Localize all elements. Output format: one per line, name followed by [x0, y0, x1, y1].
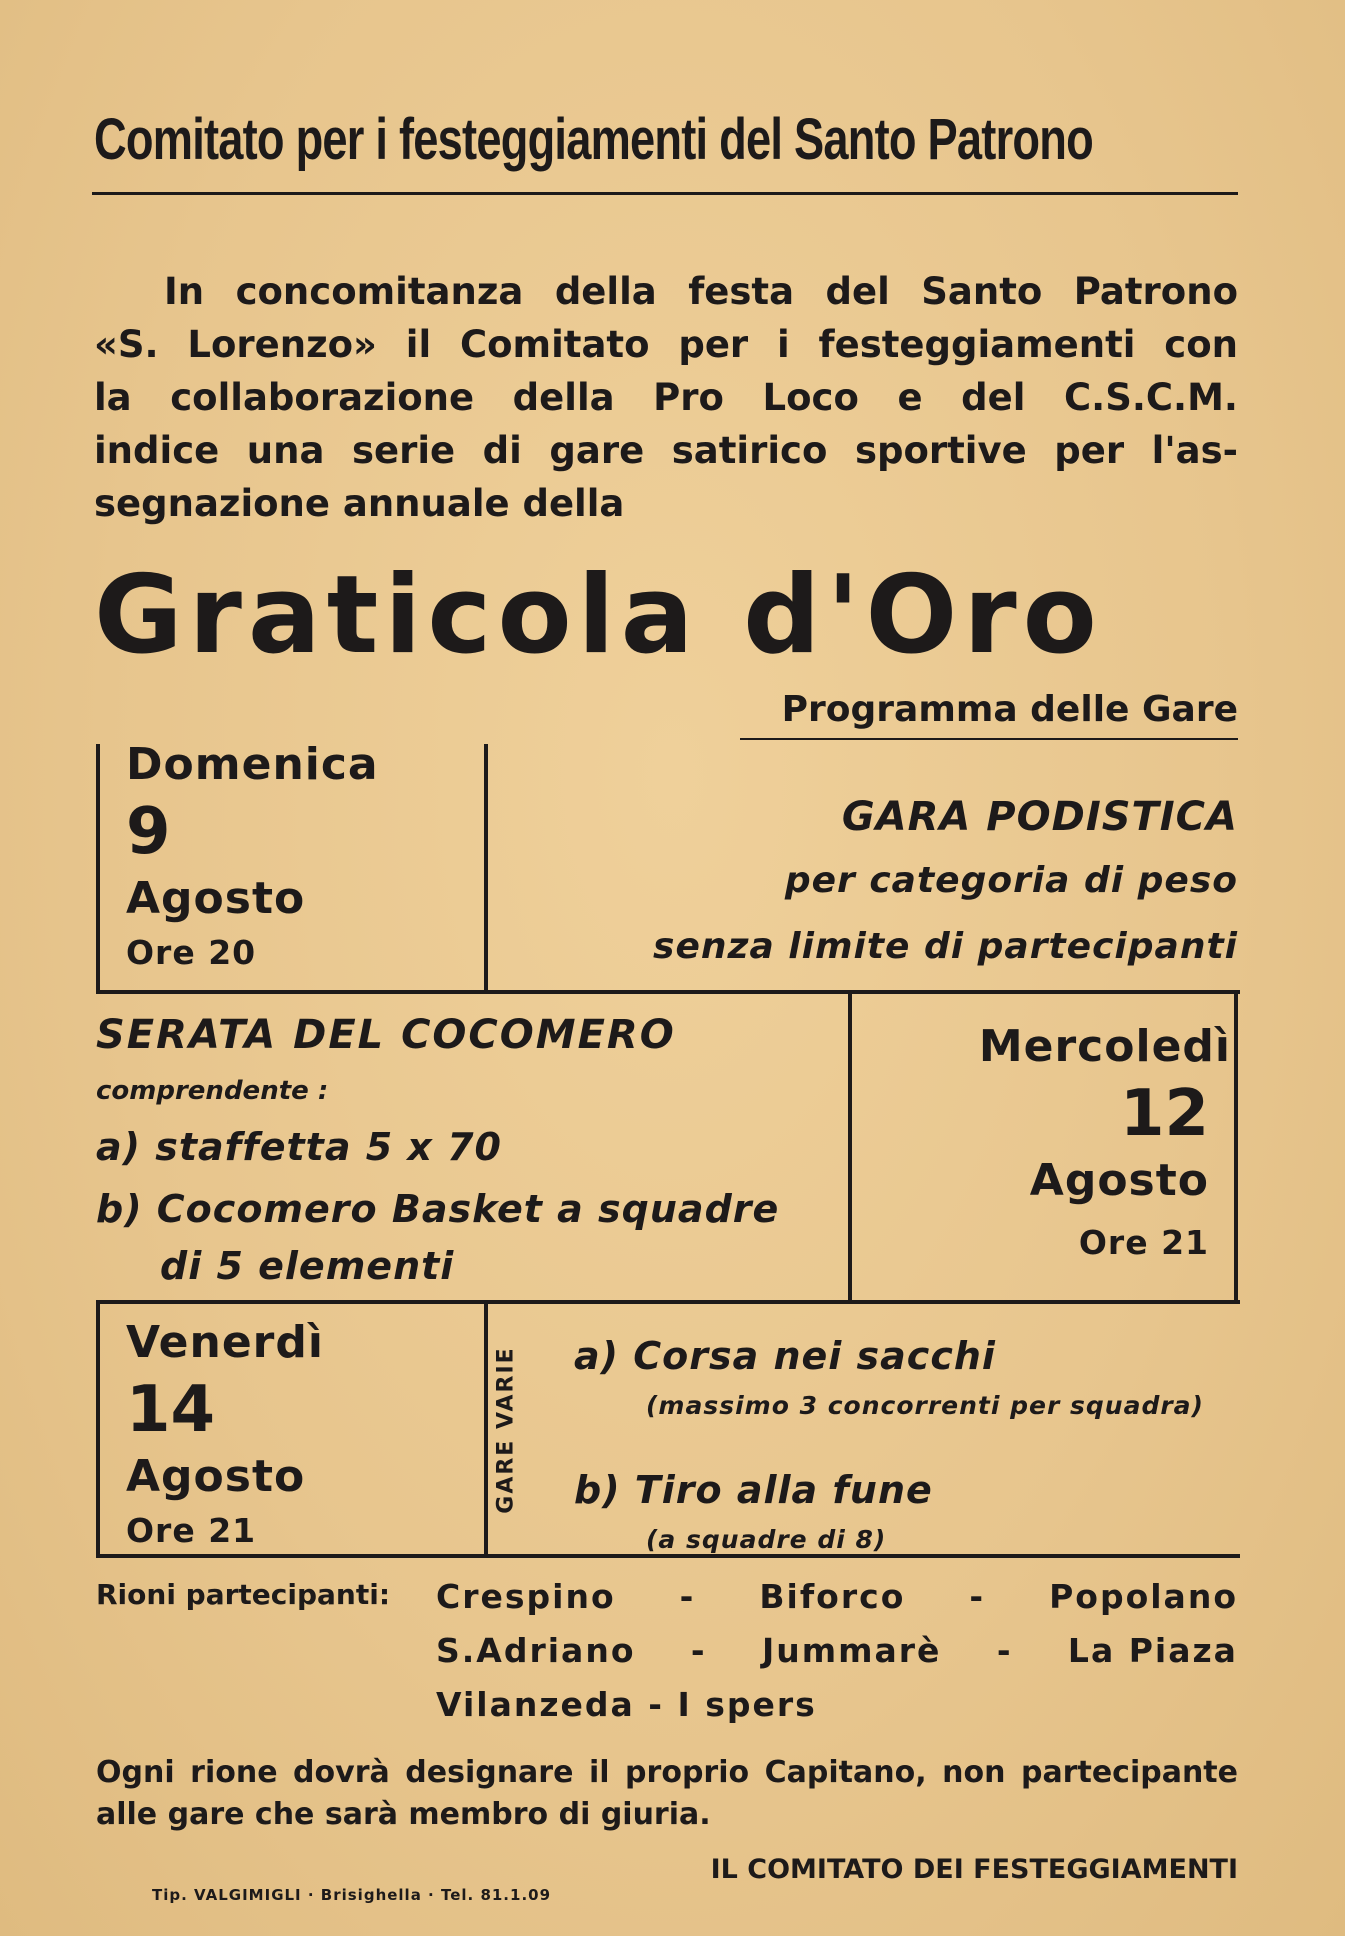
rione-name: La Piaza [1067, 1631, 1238, 1670]
main-title: Graticola d'Oro [94, 553, 1103, 678]
rione-name: Jummarè [761, 1631, 942, 1670]
gare-varie-text: GARE VARIE [493, 1346, 519, 1514]
event1-detail: per categoria di peso [784, 860, 1238, 901]
gare-varie-label [488, 1340, 524, 1520]
event2-name: SERATA DEL COCOMERO [96, 1012, 676, 1058]
rione-separator: - [969, 1577, 986, 1616]
rioni-row [436, 1624, 1238, 1678]
event3-date: 14 [126, 1373, 216, 1447]
event2-item: a) staffetta 5 x 70 [96, 1125, 502, 1169]
rione-separator: - [690, 1631, 707, 1670]
event3-hour: Ore 21 [126, 1511, 257, 1550]
rioni-row: Vilanzeda - I spers [436, 1685, 817, 1724]
grid-line [848, 990, 852, 1304]
event1-date: 9 [126, 795, 171, 869]
event1-date-block [126, 736, 379, 978]
grid-line [484, 744, 488, 994]
rione-name: Crespino [436, 1577, 616, 1616]
grid-line [96, 990, 1240, 994]
event1-hour: Ore 20 [126, 933, 257, 972]
event2-date: 12 [1119, 1077, 1209, 1151]
note-line: alle gare che sarà membro di giuria. [96, 1797, 711, 1832]
grid-line [96, 1300, 100, 1558]
heading-underline [92, 192, 1238, 195]
event2-details [96, 1004, 779, 1292]
intro-line: segnazione annuale della [94, 482, 625, 525]
event2-date-block [978, 1018, 1231, 1268]
event2-item: di 5 elementi [160, 1244, 455, 1288]
grid-line [1234, 990, 1238, 1304]
note-line: Ogni rione dovrà designare il proprio Capitano, non partecipante [96, 1755, 1238, 1790]
intro-line: la collaborazione della Pro Loco e del C.S.C.M. [94, 376, 1238, 419]
event3-date-block [126, 1314, 324, 1556]
intro-paragraph [94, 265, 1238, 530]
event2-day: Mercoledì [978, 1021, 1231, 1072]
intro-line: In concomitanza della festa del Santo Patrono [164, 270, 1238, 313]
rione-name: Popolano [1049, 1577, 1238, 1616]
event1-month: Agosto [126, 873, 306, 924]
event3-item-note: (a squadre di 8) [646, 1525, 887, 1554]
committee-heading: Comitato per i festeggiamenti del Santo Patrono [94, 107, 1093, 172]
event1-day: Domenica [126, 739, 379, 790]
event2-item: b) Cocomero Basket a squadre [96, 1187, 780, 1231]
event3-item: a) Corsa nei sacchi [574, 1334, 996, 1378]
event2-hour: Ore 21 [1078, 1223, 1209, 1262]
printer-credit: Tip. VALGIMIGLI · Brisighella · Tel. 81.1.09 [152, 1886, 552, 1904]
event2-month: Agosto [1029, 1155, 1209, 1206]
rione-separator: - [996, 1631, 1013, 1670]
rione-name: S.Adriano [436, 1631, 636, 1670]
event1-detail: senza limite di partecipanti [653, 926, 1238, 967]
rioni-row [436, 1570, 1238, 1624]
event2-intro: comprendente : [96, 1076, 329, 1106]
rioni-list [436, 1570, 1238, 1732]
grid-line [96, 1300, 1240, 1304]
program-title-underline [740, 738, 1238, 740]
grid-line [96, 744, 100, 994]
event3-month: Agosto [126, 1451, 306, 1502]
event3-day: Venerdì [126, 1317, 324, 1368]
event1-name: GARA PODISTICA [841, 794, 1238, 840]
rione-separator: - [679, 1577, 696, 1616]
intro-line: indice una serie di gare satirico sportive per l'as- [94, 429, 1238, 472]
event3-item-note: (massimo 3 concorrenti per squadra) [646, 1391, 1204, 1420]
event3-item: b) Tiro alla fune [574, 1468, 933, 1512]
program-title: Programma delle Gare [781, 689, 1238, 730]
intro-line: «S. Lorenzo» il Comitato per i festeggiamenti con [94, 323, 1238, 366]
signature: IL COMITATO DEI FESTEGGIAMENTI [710, 1854, 1238, 1885]
rioni-label: Rioni partecipanti: [96, 1578, 391, 1611]
event3-details [574, 1324, 1204, 1558]
event1-details [653, 786, 1238, 980]
captain-note [96, 1752, 1238, 1836]
rione-name: Biforco [759, 1577, 906, 1616]
